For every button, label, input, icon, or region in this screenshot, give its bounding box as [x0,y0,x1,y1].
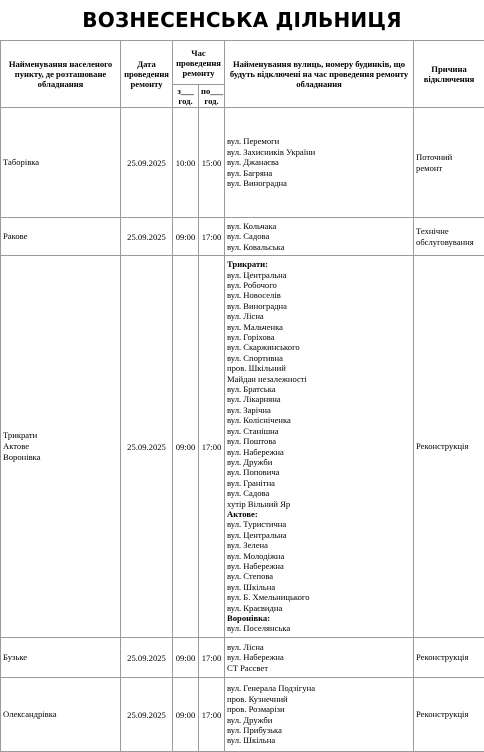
street-item: вул. Степова [227,571,411,581]
streets-cell [225,678,414,752]
locality-cell [1,678,121,752]
locality-name: Бузьке [3,652,118,663]
street-item: вул. Братська [227,384,411,394]
street-item: вул. Б. Хмельницького [227,592,411,602]
street-item: вул. Горіхова [227,332,411,342]
time-to-cell: 17:00 [199,256,225,638]
from-header: з___ год. [173,85,199,108]
reason-cell [414,256,484,638]
date-cell: 25.09.2025 [121,108,173,218]
street-item: вул. Дружби [227,715,411,725]
street-item: Майдан незалежності [227,374,411,384]
locality-name: Таборівка [3,157,118,168]
streets-header: Найменування вулиць, номеру будинків, що будуть відключені на час проведення ремонту обладнання [225,41,414,108]
street-item: вул. Лікарняна [227,394,411,404]
streets-cell [225,108,414,218]
street-item: вул. Захисників України [227,147,411,157]
locality-subheading: Воронівка: [227,613,411,623]
header-row [1,41,484,85]
page-title: ВОЗНЕСЕНСЬКА ДІЛЬНИЦЯ [0,8,484,32]
street-item: вул. Ковальська [227,242,411,252]
reason-text: обслуговування [416,237,482,248]
time-from-cell: 09:00 [173,218,199,256]
date-cell: 25.09.2025 [121,218,173,256]
locality-name: Воронівка [3,452,118,463]
table-row [1,256,484,638]
street-item: вул. Дружби [227,457,411,467]
locality-name: Олександрівка [3,709,118,720]
street-item: вул. Центральна [227,270,411,280]
time-to-cell: 17:00 [199,218,225,256]
to-header: по___ год. [199,85,225,108]
reason-cell [414,638,484,678]
table-row [1,678,484,752]
street-item: вул. Шкільна [227,735,411,745]
time-header: Час проведення ремонту [173,41,225,85]
street-item: вул. Мальченка [227,322,411,332]
street-item: вул. Лісна [227,642,411,652]
street-item: вул. Садова [227,488,411,498]
street-item: СТ Рассвет [227,663,411,673]
locality-header: Найменування населеного пункту, де розташоване обладнання [1,41,121,108]
street-item: вул. Скаржинського [227,342,411,352]
streets-cell [225,218,414,256]
street-item: вул. Садова [227,231,411,241]
street-item: вул. Кольчака [227,221,411,231]
street-item: вул. Станішна [227,426,411,436]
street-item: вул. Зарічна [227,405,411,415]
street-item: вул. Спортивна [227,353,411,363]
street-item: вул. Набережна [227,447,411,457]
reason-text: Технічне [416,226,482,237]
street-item: вул. Поповича [227,467,411,477]
street-item: вул. Багряна [227,168,411,178]
street-item: вул. Колісніченка [227,415,411,425]
date-cell: 25.09.2025 [121,256,173,638]
reason-text: Реконструкція [416,709,482,720]
reason-header: Причина відключення [414,41,484,108]
street-item: вул. Набережна [227,652,411,662]
street-item: вул. Виноградна [227,178,411,188]
time-from-cell: 10:00 [173,108,199,218]
reason-text: Реконструкція [416,441,482,452]
time-from-cell: 09:00 [173,638,199,678]
time-to-cell: 17:00 [199,678,225,752]
date-cell: 25.09.2025 [121,638,173,678]
street-item: пров. Кузнечний [227,694,411,704]
reason-text: ремонт [416,163,482,174]
date-cell: 25.09.2025 [121,678,173,752]
reason-text: Поточний [416,152,482,163]
street-item: вул. Набережна [227,561,411,571]
time-to-cell: 15:00 [199,108,225,218]
street-item: вул. Туристична [227,519,411,529]
street-item: вул. Поселянська [227,623,411,633]
street-item: вул. Перемоги [227,136,411,146]
locality-name: Ракове [3,231,118,242]
table-row [1,218,484,256]
street-item: пров. Розмарізи [227,704,411,714]
streets-cell [225,638,414,678]
locality-name: Актове [3,441,118,452]
street-item: вул. Генерала Подзігуна [227,683,411,693]
street-item: вул. Краєвидна [227,603,411,613]
street-item: вул. Молодіжна [227,551,411,561]
locality-cell [1,256,121,638]
street-item: вул. Новоселів [227,290,411,300]
street-item: вул. Лісна [227,311,411,321]
streets-cell [225,256,414,638]
locality-cell [1,638,121,678]
street-item: вул. Центральна [227,530,411,540]
street-item: хутір Вільний Яр [227,499,411,509]
reason-cell [414,218,484,256]
time-to-cell: 17:00 [199,638,225,678]
street-item: вул. Прибузька [227,725,411,735]
reason-text: Реконструкція [416,652,482,663]
street-item: вул. Джанаєва [227,157,411,167]
street-item: вул. Поштова [227,436,411,446]
outage-schedule-table [0,40,484,752]
street-item: вул. Виноградна [227,301,411,311]
street-item: вул. Робочого [227,280,411,290]
street-item: пров. Шкільний [227,363,411,373]
table-row [1,108,484,218]
locality-subheading: Актове: [227,509,411,519]
locality-name: Трикрати [3,430,118,441]
table-row [1,638,484,678]
locality-cell [1,218,121,256]
street-item: вул. Гранітна [227,478,411,488]
time-from-cell: 09:00 [173,678,199,752]
street-item: вул. Шкільна [227,582,411,592]
date-header: Дата проведення ремонту [121,41,173,108]
locality-subheading: Трикрати: [227,259,411,269]
time-from-cell: 09:00 [173,256,199,638]
reason-cell [414,108,484,218]
locality-cell [1,108,121,218]
reason-cell [414,678,484,752]
street-item: вул. Зелена [227,540,411,550]
